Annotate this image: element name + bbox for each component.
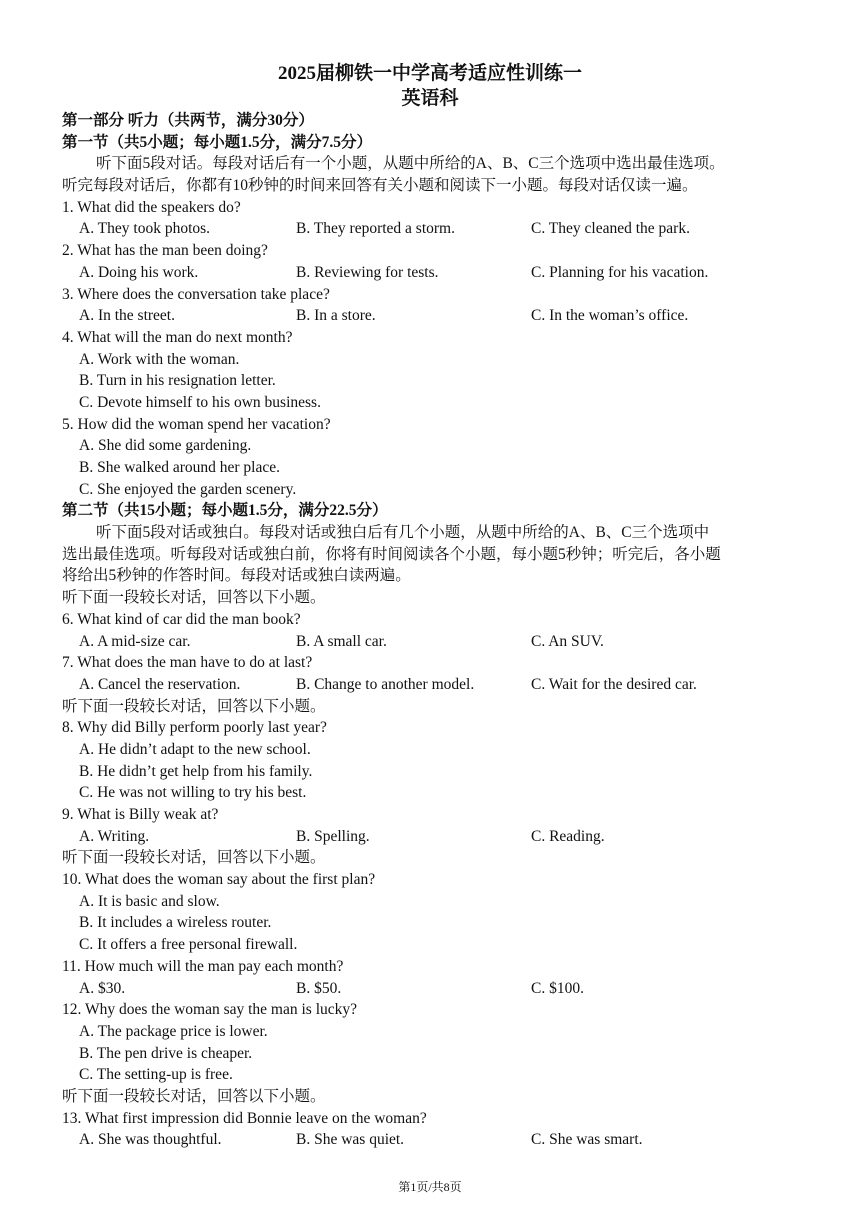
question-options [62, 1129, 822, 1151]
question-options [62, 631, 822, 653]
option-c: C. He was not willing to try his best. [79, 784, 307, 802]
section2-instruction: 听下面5段对话或独白。每段对话或独白后有几个小题，从题中所给的A、B、C三个选项中 [96, 524, 710, 542]
option-c: C. $100. [531, 979, 584, 997]
exam-content [62, 110, 822, 1151]
question-stem: 5. How did the woman spend her vacation? [62, 415, 331, 433]
option-c: C. Devote himself to his own business. [79, 393, 321, 411]
listen-note: 听下面一段较长对话，回答以下小题。 [62, 849, 326, 867]
question-options [62, 218, 822, 240]
question-options [62, 305, 822, 327]
question-options [62, 674, 822, 696]
question-stem: 6. What kind of car did the man book? [62, 610, 301, 628]
question-stem: 13. What first impression did Bonnie leave on the woman? [62, 1109, 427, 1127]
option-a: A. Cancel the reservation. [79, 675, 241, 693]
option-c: C. Wait for the desired car. [531, 675, 697, 693]
option-a: A. Writing. [79, 827, 150, 845]
question-stem: 11. How much will the man pay each month? [62, 957, 344, 975]
question-stem: 10. What does the woman say about the first plan? [62, 871, 376, 889]
question-options [62, 826, 822, 848]
option-c: C. An SUV. [531, 632, 604, 650]
question-stem: 12. Why does the woman say the man is lucky? [62, 1001, 358, 1019]
option-b: B. She walked around her place. [79, 459, 281, 476]
option-c: C. In the woman’s office. [531, 307, 689, 325]
option-b: B. Reviewing for tests. [296, 263, 439, 281]
question-stem: 3. Where does the conversation take place? [62, 285, 330, 303]
question-stem: 9. What is Billy weak at? [62, 806, 219, 823]
question-stem: 4. What will the man do next month? [62, 328, 293, 346]
option-a: A. It is basic and slow. [79, 892, 220, 910]
section2-instruction: 将给出5秒钟的作答时间。每段对话或独白读两遍。 [62, 567, 411, 585]
section2-instruction: 选出最佳选项。听每段对话或独白前，你将有时间阅读各个小题，每小题5秒钟；听完后，各小题 [62, 545, 721, 563]
option-b: B. Spelling. [296, 827, 370, 845]
option-a: A. Doing his work. [79, 263, 199, 281]
option-c: C. They cleaned the park. [531, 220, 690, 238]
option-b: B. They reported a storm. [296, 220, 455, 238]
option-b: B. Change to another model. [296, 675, 475, 693]
option-b: B. In a store. [296, 307, 376, 325]
subject-title: 英语科 [401, 88, 459, 109]
option-b: B. He didn’t get help from his family. [79, 762, 313, 780]
question-stem: 7. What does the man have to do at last? [62, 654, 313, 672]
page-number: 第1页/共8页 [398, 1180, 462, 1194]
option-c: C. She enjoyed the garden scenery. [79, 480, 297, 498]
option-a: A. He didn’t adapt to the new school. [79, 740, 311, 758]
listen-note: 听下面一段较长对话，回答以下小题。 [62, 697, 326, 715]
question-stem: 1. What did the speakers do? [62, 198, 241, 216]
listen-note: 听下面一段较长对话，回答以下小题。 [62, 589, 326, 607]
question-stem: 8. Why did Billy perform poorly last year? [62, 719, 327, 737]
section1-heading: 第一节（共5小题；每小题1.5分，满分7.5分） [62, 133, 373, 151]
option-b: B. She was quiet. [296, 1131, 405, 1149]
option-c: C. She was smart. [531, 1131, 643, 1149]
option-a: A. A mid-size car. [79, 632, 191, 650]
option-c: C. Reading. [531, 827, 605, 845]
listen-note: 听下面一段较长对话，回答以下小题。 [62, 1087, 326, 1105]
option-b: B. Turn in his resignation letter. [79, 372, 276, 390]
option-a: A. The package price is lower. [79, 1022, 268, 1040]
option-a: A. She was thoughtful. [79, 1131, 222, 1149]
option-b: B. A small car. [296, 632, 387, 650]
section1-instruction: 听下面5段对话。每段对话后有一个小题，从题中所给的A、B、C三个选项中选出最佳选项。 [96, 155, 725, 173]
option-a: A. Work with the woman. [79, 350, 240, 368]
part1-heading: 第一部分 听力（共两节，满分30分） [62, 112, 314, 129]
exam-title: 2025届柳铁一中学高考适应性训练一 [277, 63, 582, 84]
section2-heading: 第二节（共15小题；每小题1.5分，满分22.5分） [62, 502, 388, 520]
option-a: A. They took photos. [79, 220, 211, 238]
option-b: B. $50. [296, 979, 342, 997]
question-options [62, 978, 822, 1000]
option-c: C. Planning for his vacation. [531, 263, 709, 281]
option-a: A. She did some gardening. [79, 437, 252, 455]
question-options [62, 262, 822, 284]
question-stem: 2. What has the man been doing? [62, 242, 268, 260]
option-a: A. $30. [79, 979, 126, 997]
option-b: B. It includes a wireless router. [79, 914, 272, 932]
option-c: C. It offers a free personal firewall. [79, 936, 298, 954]
section1-instruction: 听完每段对话后，你都有10秒钟的时间来回答有关小题和阅读下一小题。每段对话仅读一遍。 [62, 177, 698, 195]
option-c: C. The setting-up is free. [79, 1066, 233, 1084]
option-b: B. The pen drive is cheaper. [79, 1044, 253, 1062]
option-a: A. In the street. [79, 307, 175, 325]
